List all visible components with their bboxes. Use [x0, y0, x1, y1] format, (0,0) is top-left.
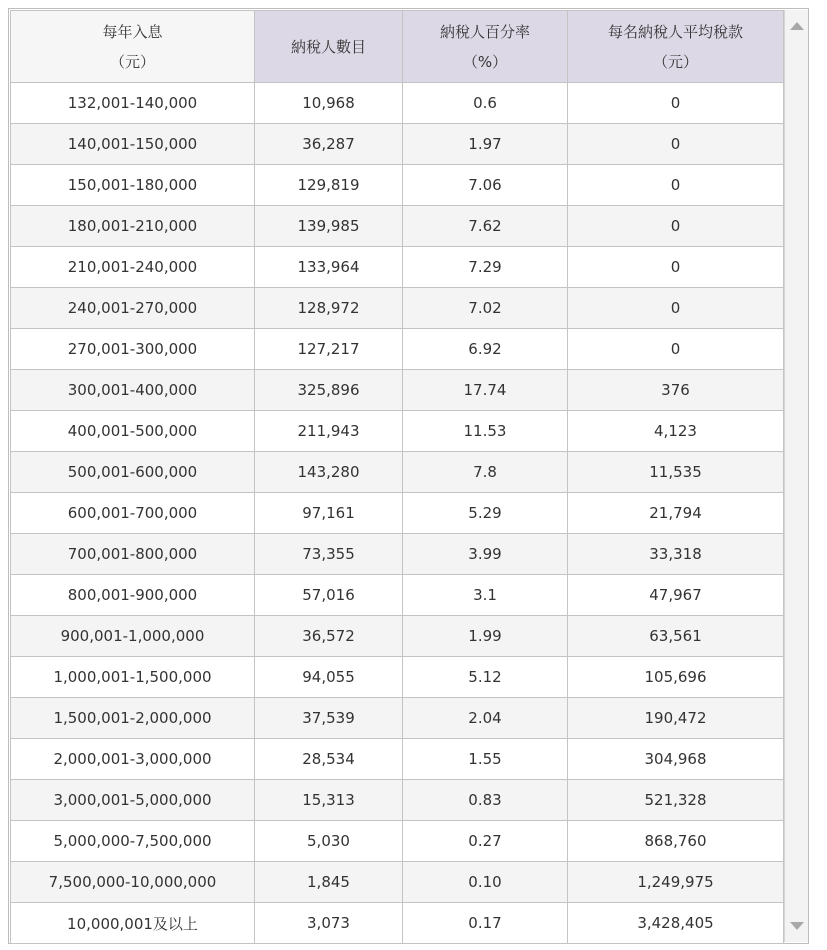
cell-average-tax: 0 — [568, 206, 784, 247]
cell-average-tax: 33,318 — [568, 534, 784, 575]
header-annual-income — [11, 11, 255, 83]
table-row — [11, 411, 784, 452]
cell-taxpayer-count: 129,819 — [255, 165, 403, 206]
table-row — [11, 903, 784, 944]
cell-taxpayer-count: 15,313 — [255, 780, 403, 821]
tax-table — [10, 10, 784, 944]
cell-income-range: 210,001-240,000 — [11, 247, 255, 288]
cell-taxpayer-percent: 7.29 — [403, 247, 568, 288]
cell-taxpayer-percent: 11.53 — [403, 411, 568, 452]
cell-average-tax: 0 — [568, 124, 784, 165]
cell-income-range: 300,001-400,000 — [11, 370, 255, 411]
cell-taxpayer-percent: 1.97 — [403, 124, 568, 165]
table-row — [11, 616, 784, 657]
table-row — [11, 657, 784, 698]
table-row — [11, 575, 784, 616]
cell-average-tax: 304,968 — [568, 739, 784, 780]
cell-average-tax: 47,967 — [568, 575, 784, 616]
cell-taxpayer-count: 133,964 — [255, 247, 403, 288]
header-unit: （元） — [652, 52, 698, 71]
cell-income-range: 140,001-150,000 — [11, 124, 255, 165]
cell-income-range: 2,000,001-3,000,000 — [11, 739, 255, 780]
header-taxpayer-percent — [403, 11, 568, 83]
table-row — [11, 288, 784, 329]
cell-average-tax: 190,472 — [568, 698, 784, 739]
cell-average-tax: 0 — [568, 247, 784, 288]
vertical-scrollbar[interactable] — [784, 10, 808, 942]
cell-taxpayer-percent: 3.99 — [403, 534, 568, 575]
cell-average-tax: 3,428,405 — [568, 903, 784, 944]
cell-average-tax: 63,561 — [568, 616, 784, 657]
cell-income-range: 132,001-140,000 — [11, 83, 255, 124]
table-row — [11, 370, 784, 411]
table-row — [11, 493, 784, 534]
cell-taxpayer-count: 73,355 — [255, 534, 403, 575]
cell-income-range: 1,000,001-1,500,000 — [11, 657, 255, 698]
cell-taxpayer-count: 139,985 — [255, 206, 403, 247]
cell-income-range: 240,001-270,000 — [11, 288, 255, 329]
header-unit: （元） — [109, 52, 155, 71]
cell-income-range: 400,001-500,000 — [11, 411, 255, 452]
cell-taxpayer-count: 143,280 — [255, 452, 403, 493]
header-label: 納稅人數目 — [290, 37, 366, 56]
cell-taxpayer-percent: 0.83 — [403, 780, 568, 821]
cell-taxpayer-percent: 5.29 — [403, 493, 568, 534]
cell-income-range: 180,001-210,000 — [11, 206, 255, 247]
table-row — [11, 780, 784, 821]
cell-taxpayer-percent: 0.27 — [403, 821, 568, 862]
cell-taxpayer-count: 94,055 — [255, 657, 403, 698]
cell-average-tax: 0 — [568, 83, 784, 124]
cell-taxpayer-count: 37,539 — [255, 698, 403, 739]
cell-average-tax: 21,794 — [568, 493, 784, 534]
cell-income-range: 600,001-700,000 — [11, 493, 255, 534]
cell-income-range: 10,000,001及以上 — [11, 903, 255, 944]
table-row — [11, 329, 784, 370]
header-taxpayer-count — [255, 11, 403, 83]
cell-income-range: 3,000,001-5,000,000 — [11, 780, 255, 821]
triangle-up-icon[interactable] — [790, 22, 804, 30]
cell-taxpayer-count: 36,287 — [255, 124, 403, 165]
header-label: 每名納稅人平均稅款 — [607, 22, 743, 41]
cell-taxpayer-count: 28,534 — [255, 739, 403, 780]
cell-taxpayer-percent: 7.8 — [403, 452, 568, 493]
cell-taxpayer-percent: 6.92 — [403, 329, 568, 370]
cell-average-tax: 376 — [568, 370, 784, 411]
cell-average-tax: 0 — [568, 329, 784, 370]
table-header-row — [11, 11, 784, 83]
cell-income-range: 7,500,000-10,000,000 — [11, 862, 255, 903]
cell-taxpayer-percent: 17.74 — [403, 370, 568, 411]
cell-average-tax: 0 — [568, 165, 784, 206]
cell-taxpayer-percent: 7.62 — [403, 206, 568, 247]
cell-average-tax: 105,696 — [568, 657, 784, 698]
cell-taxpayer-count: 57,016 — [255, 575, 403, 616]
table-row — [11, 206, 784, 247]
cell-taxpayer-count: 97,161 — [255, 493, 403, 534]
cell-taxpayer-percent: 1.55 — [403, 739, 568, 780]
cell-income-range: 270,001-300,000 — [11, 329, 255, 370]
cell-taxpayer-percent: 7.02 — [403, 288, 568, 329]
table-frame — [8, 8, 809, 944]
cell-taxpayer-count: 128,972 — [255, 288, 403, 329]
cell-taxpayer-count: 3,073 — [255, 903, 403, 944]
table-row — [11, 247, 784, 288]
cell-income-range: 5,000,000-7,500,000 — [11, 821, 255, 862]
header-label: 納稅人百分率 — [439, 22, 530, 41]
cell-taxpayer-count: 325,896 — [255, 370, 403, 411]
cell-taxpayer-percent: 5.12 — [403, 657, 568, 698]
cell-taxpayer-percent: 0.10 — [403, 862, 568, 903]
table-row — [11, 534, 784, 575]
header-unit: （%） — [462, 52, 508, 71]
cell-average-tax: 868,760 — [568, 821, 784, 862]
cell-income-range: 800,001-900,000 — [11, 575, 255, 616]
cell-taxpayer-percent: 0.6 — [403, 83, 568, 124]
cell-taxpayer-count: 36,572 — [255, 616, 403, 657]
cell-taxpayer-percent: 1.99 — [403, 616, 568, 657]
cell-income-range: 150,001-180,000 — [11, 165, 255, 206]
cell-average-tax: 4,123 — [568, 411, 784, 452]
header-label: 每年入息 — [102, 22, 163, 41]
table-row — [11, 862, 784, 903]
table-row — [11, 165, 784, 206]
cell-average-tax: 0 — [568, 288, 784, 329]
table-row — [11, 821, 784, 862]
cell-average-tax: 521,328 — [568, 780, 784, 821]
cell-taxpayer-count: 10,968 — [255, 83, 403, 124]
table-row — [11, 698, 784, 739]
table-row — [11, 83, 784, 124]
cell-income-range: 900,001-1,000,000 — [11, 616, 255, 657]
cell-taxpayer-percent: 7.06 — [403, 165, 568, 206]
cell-taxpayer-count: 127,217 — [255, 329, 403, 370]
cell-income-range: 700,001-800,000 — [11, 534, 255, 575]
table-row — [11, 124, 784, 165]
cell-average-tax: 11,535 — [568, 452, 784, 493]
cell-taxpayer-percent: 0.17 — [403, 903, 568, 944]
table-row — [11, 452, 784, 493]
cell-income-range: 500,001-600,000 — [11, 452, 255, 493]
header-average-tax — [568, 11, 784, 83]
cell-income-range: 1,500,001-2,000,000 — [11, 698, 255, 739]
cell-average-tax: 1,249,975 — [568, 862, 784, 903]
cell-taxpayer-percent: 2.04 — [403, 698, 568, 739]
cell-taxpayer-percent: 3.1 — [403, 575, 568, 616]
cell-taxpayer-count: 211,943 — [255, 411, 403, 452]
triangle-down-icon[interactable] — [790, 922, 804, 930]
cell-taxpayer-count: 5,030 — [255, 821, 403, 862]
table-row — [11, 739, 784, 780]
table-body — [11, 83, 784, 944]
cell-taxpayer-count: 1,845 — [255, 862, 403, 903]
